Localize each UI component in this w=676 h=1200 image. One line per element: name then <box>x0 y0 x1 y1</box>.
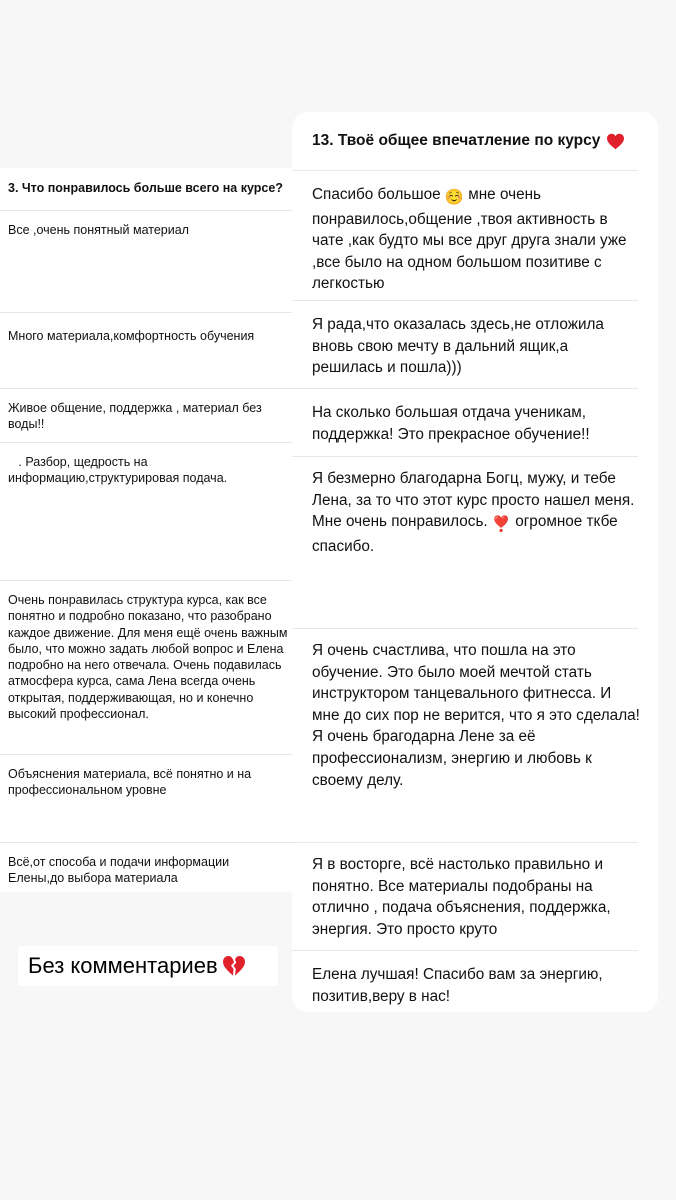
left-survey-card <box>0 168 292 892</box>
left-answer-6: Объяснения материала, всё понятно и на профессиональном уровне <box>8 767 252 798</box>
left-answer-2: Много материала,комфортность обучения <box>8 329 255 343</box>
divider <box>0 754 292 755</box>
right-survey-card <box>292 112 658 1012</box>
right-answer-7: Елена лучшая! Спасибо вам за энергию, позитив,веру в нас! <box>312 966 603 1005</box>
left-answer-3: Живое общение, поддержка , материал без воды!! <box>8 401 262 432</box>
left-answer-1: Все ,очень понятный материал <box>8 223 189 237</box>
right-question-title <box>312 130 652 152</box>
divider <box>0 442 292 443</box>
divider <box>292 170 638 171</box>
answer-text: мне очень понравилось,общение ,твоя активность в чате ,как будто мы все друг друга знали уже ,все было на одном большом позитиве с легкостью <box>312 186 627 293</box>
divider <box>0 842 292 843</box>
right-answer-4 <box>312 468 642 557</box>
heart-exclamation-icon: ❣️ <box>491 516 511 534</box>
divider <box>292 628 638 629</box>
right-answer-2: Я рада,что оказалась здесь,не отложила вновь свою мечту в дальний ящик,а решилась и пошла))) <box>312 316 604 377</box>
divider <box>292 300 638 301</box>
left-answer-7: Всё,от способа и подачи информации Елены,до выбора материала <box>8 855 230 886</box>
broken-heart-icon <box>222 955 246 977</box>
left-answer-5: Очень понравилась структура курса, как все понятно и подробно показано, что разобрано каждое движение. Для меня ещё очень важным было, что можно задать любой вопрос и Елена подробно на него отвечала. Очень подавилась атмосфера курса, сама Лена всегда очень открытая, поддерживающая, но и конечно высокий профессионал. <box>8 593 288 722</box>
right-answer-1 <box>312 184 642 295</box>
answer-text: Спасибо большое <box>312 186 445 203</box>
answer-text: Я безмерно благодарна Богц, мужу, и тебе Лена, за то что этот курс просто нашел меня. Мне очень понравилось. <box>312 470 635 531</box>
no-comments-text: Без комментариев <box>28 953 218 978</box>
right-answer-3: На сколько большая отдача ученикам, поддержка! Это прекрасное обучение!! <box>312 404 590 443</box>
divider <box>292 842 638 843</box>
divider <box>292 950 638 951</box>
divider <box>0 210 292 211</box>
divider <box>0 312 292 313</box>
divider <box>0 388 292 389</box>
right-answer-6: Я в восторге, всё настолько правильно и понятно. Все материалы подобраны на отлично , подача объяснения, поддержка, энергия. Это просто круто <box>312 856 611 938</box>
smiling-face-icon: ☺️ <box>444 189 464 206</box>
left-question-title: 3. Что понравилось больше всего на курсе? <box>8 181 283 195</box>
left-answer-4: . Разбор, щедрость на информацию,структурировая подача. <box>8 455 228 486</box>
right-answer-5: Я очень счастлива, что пошла на это обучение. Это было моей мечтой стать инструктором танцевального фитнесса. И мне до сих пор не верится, что я это сделала! Я очень брагодарна Лене за её профессионализм, энергию и любовь к своему делу. <box>312 642 640 789</box>
right-question-title-text: 13. Твоё общее впечатление по курсу <box>312 132 601 149</box>
no-comments-label <box>18 946 278 986</box>
answer-text: огромное ткбе спасибо. <box>312 513 618 555</box>
divider <box>292 388 638 389</box>
divider <box>0 580 292 581</box>
red-heart-icon <box>606 133 625 150</box>
divider <box>292 456 638 457</box>
